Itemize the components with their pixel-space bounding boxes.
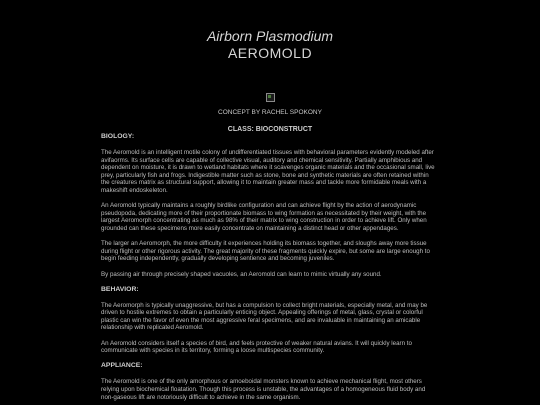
- concept-credit: CONCEPT BY RACHEL SPOKONY: [218, 109, 322, 116]
- behavior-heading: BEHAVIOR:: [101, 285, 139, 293]
- behavior-paragraph-1: The Aeromorph is typically unaggressive, but has a compulsion to collect bright materials, especially metal, and may be driven to hostile extremes to obtain a particularly enticing object. Appealing offerings of metal, glass, crystal or colorful plastic can win the favor of even the most aggressive feral specimens, and are invaluable in maintaining an amicable relationship with replicated Aeromold.: [101, 301, 428, 332]
- biology-paragraph-1: The Aeromold is an intelligent motile colony of undifferentiated tissues with behavioral parameters evidently modeled after avifaorms. Its surface cells are capable of collective visual, auditory and chemical sensitivity. Partially amphibious and dependent on moisture, it is drawn to wetland habitats where it scavenges organic materials and the occasional small, live prey, particularly fish and frogs. Indigestible matter such as stone, bone and synthetic materials are often retained within the creatures matrix as structural support, allowing it to maintain greater mass and tackle more formidable meals with a makeshift endoskeleton.: [101, 149, 435, 194]
- biology-paragraph-3: The larger an Aeromorph, the more difficulty it experiences holding its biomass together, and sloughs away more tissue during flight or other rigorous activity. The great majority of these fragments quickly expire, but some are large enough to begin feeding independently, gradually developing sentience and becoming juveniles.: [101, 240, 430, 263]
- broken-image-icon[interactable]: [266, 93, 275, 102]
- creature-subtitle: Airborn Plasmodium: [206, 28, 334, 44]
- biology-heading: BIOLOGY:: [101, 133, 135, 140]
- behavior-paragraph-2: An Aeromold considers itself a species of bird, and feels protective of weaker natural avians. It will quickly learn to communicate with species in its territory, forming a loose multispecies community.: [101, 339, 412, 355]
- article-body: [101, 133, 438, 405]
- creature-title: AEROMOLD: [227, 45, 313, 61]
- appliance-heading: APPLIANCE:: [101, 362, 143, 370]
- biology-paragraph-4: By passing air through precisely shaped vacuoles, an Aeromold can learn to mimic virtually any sound.: [101, 270, 382, 278]
- appliance-paragraph-1: The Aeromold is one of the only amorphous or amoeboidal monsters known to achieve mechanical flight, most others relying upon biochemical floatation. Though this process is unstable, the advantages of a homogeneous fluid body and non-gaseous lift are notoriously difficult to achieve in the same organism.: [101, 378, 426, 401]
- biology-paragraph-2: An Aeromold typically maintains a roughly birdlike configuration and can achieve flight by the action of aerodynamic pseudopoda, dedicating more of their proportionate biomass to wing formation as necessitated by their weight, with the largest Aeromorph concentrating as much as 98% of their matrix to wing construction in order to achieve lift. Only when grounded can these specimens more easily concentrate on maintaining a distinct head or other appendages.: [101, 202, 427, 232]
- creature-class: CLASS: BIOCONSTRUCT: [227, 126, 313, 133]
- header: [0, 0, 540, 134]
